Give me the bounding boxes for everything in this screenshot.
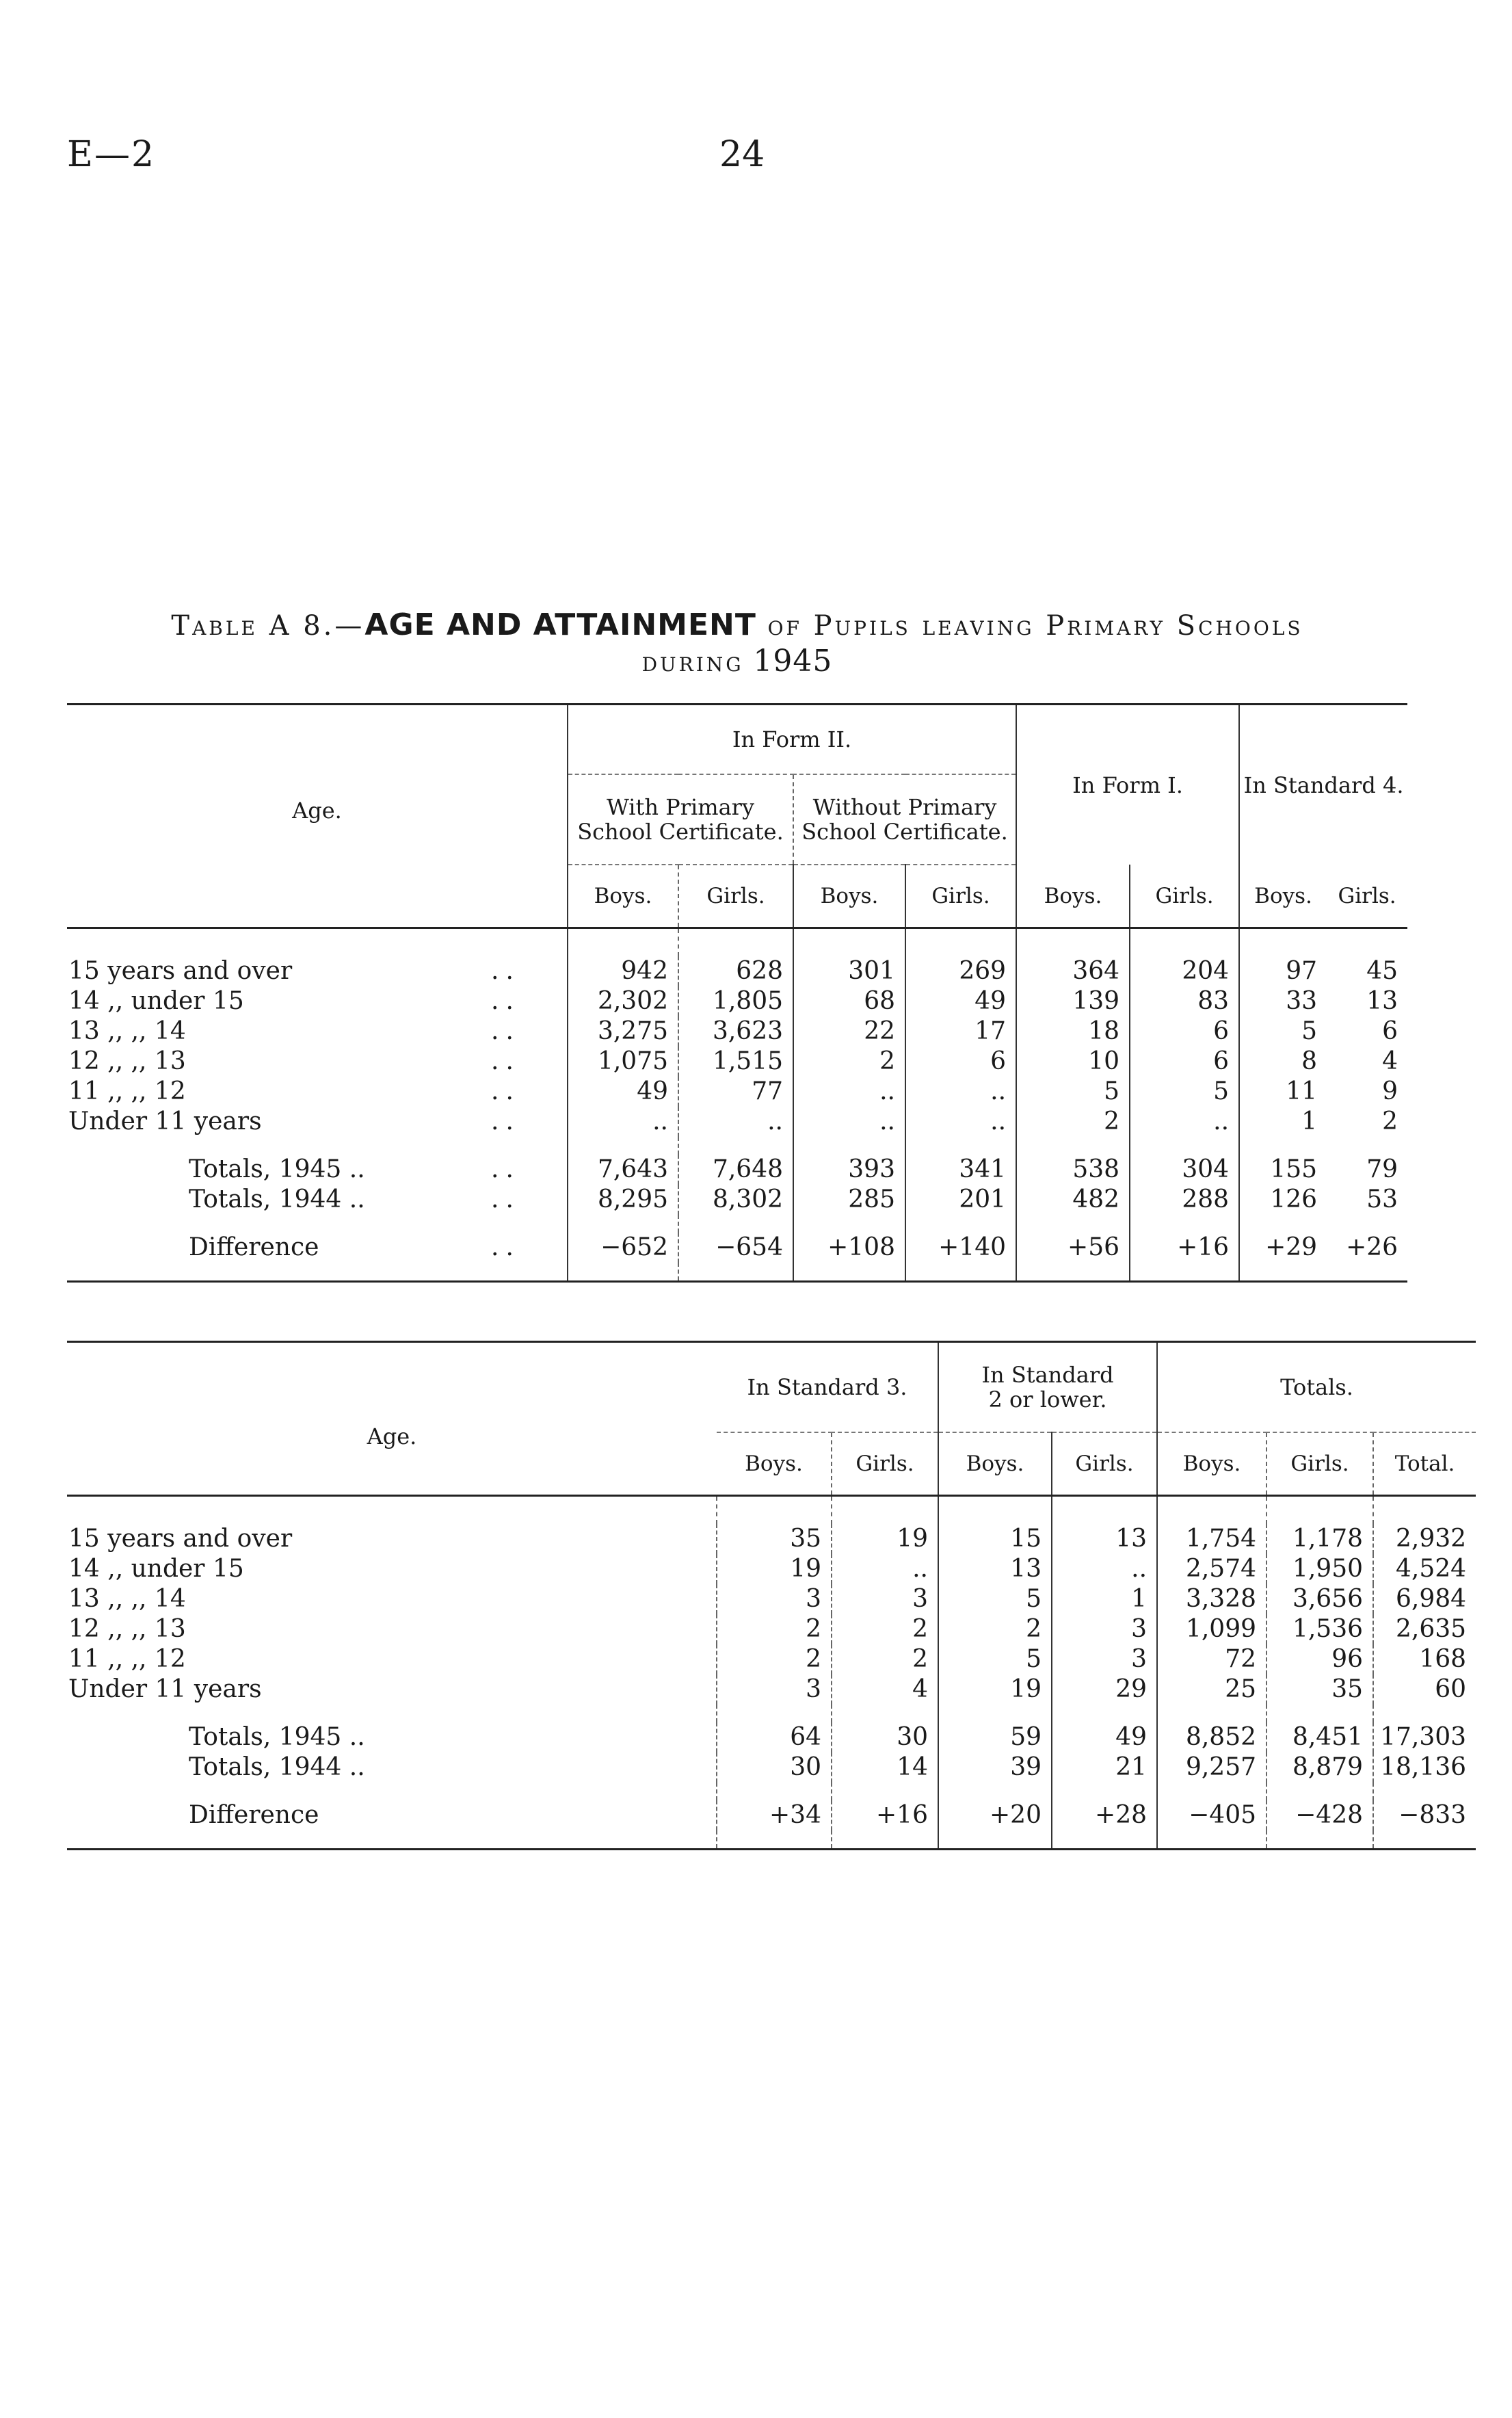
table-row <box>67 1047 1407 1077</box>
table-cell: .. <box>793 1107 905 1137</box>
table-cell: +16 <box>832 1800 938 1830</box>
table-row <box>67 1077 1407 1107</box>
table-cell: −652 <box>568 1233 678 1263</box>
row-label: Totals, 1944 .. <box>189 1753 365 1781</box>
table1-header-row-1 <box>67 705 1407 775</box>
table1-totals <box>67 1155 1407 1215</box>
row-label: 11 ,, ,, 12 <box>68 1645 186 1673</box>
sub-girls: Girls. <box>678 865 793 928</box>
sub-boys: Boys. <box>1157 1432 1266 1496</box>
table-cell: 68 <box>793 986 905 1016</box>
table-cell: 5 <box>1239 1016 1327 1047</box>
table-cell: −405 <box>1157 1800 1266 1830</box>
row-label: Under 11 years <box>68 1675 262 1703</box>
table-cell: 30 <box>832 1722 938 1752</box>
table-row <box>67 986 1407 1016</box>
leader-dots <box>628 1800 717 1830</box>
sub-girls: Girls. <box>1266 1432 1373 1496</box>
table-cell: +16 <box>1130 1233 1239 1263</box>
row-label: 11 ,, ,, 12 <box>68 1077 186 1105</box>
table-cell: 269 <box>905 956 1016 986</box>
table-cell: −833 <box>1373 1800 1476 1830</box>
table-cell: 30 <box>717 1752 832 1783</box>
table-cell: 21 <box>1052 1752 1157 1783</box>
table-cell: 8,852 <box>1157 1722 1266 1752</box>
table-cell: 13 <box>938 1554 1052 1584</box>
row-label: 13 ,, ,, 14 <box>68 1017 186 1045</box>
table-cell: 2 <box>832 1644 938 1674</box>
leader-dots <box>628 1554 717 1584</box>
table-cell: 3,623 <box>678 1016 793 1047</box>
table2-header-row-1 <box>67 1342 1476 1433</box>
table-cell: 18,136 <box>1373 1752 1476 1783</box>
leader-dots: .. <box>491 1185 520 1213</box>
table-cell: 1 <box>1052 1584 1157 1614</box>
table-cell: 1,075 <box>568 1047 678 1077</box>
row-label: 14 ,, under 15 <box>68 987 244 1015</box>
table-cell: 53 <box>1366 1185 1398 1213</box>
table-cell: .. <box>905 1077 1016 1107</box>
table-cell: 49 <box>905 986 1016 1016</box>
table-cell: +29 <box>1239 1233 1327 1263</box>
table-cell: 3 <box>832 1584 938 1614</box>
table-cell: 17 <box>905 1016 1016 1047</box>
table-cell: 79 <box>1366 1155 1398 1183</box>
table-cell: 301 <box>793 956 905 986</box>
leader-dots <box>628 1722 717 1752</box>
table-cell: 364 <box>1016 956 1130 986</box>
table-cell: 2,302 <box>568 986 678 1016</box>
table-cell: 45 <box>1366 957 1398 985</box>
table-cell: 3,656 <box>1266 1584 1373 1614</box>
table-cell: 2,932 <box>1373 1524 1476 1554</box>
table-cell: 6,984 <box>1373 1584 1476 1614</box>
table-cell: 59 <box>938 1722 1052 1752</box>
table-cell: 2 <box>793 1047 905 1077</box>
table-cell: 83 <box>1130 986 1239 1016</box>
table-cell: 35 <box>1266 1674 1373 1705</box>
page-number: 24 <box>719 134 765 175</box>
leader-dots: .. <box>491 1017 520 1045</box>
table-cell: +20 <box>938 1800 1052 1830</box>
table-cell: 35 <box>717 1524 832 1554</box>
table-cell: .. <box>832 1554 938 1584</box>
totals-row <box>67 1722 1476 1752</box>
sub-girls: Girls. <box>1327 865 1407 928</box>
table-cell: 1,099 <box>1157 1614 1266 1644</box>
sub-boys: Boys. <box>568 865 678 928</box>
table-cell: 393 <box>793 1155 905 1185</box>
row-label: 15 years and over <box>68 1525 293 1553</box>
leader-dots: .. <box>491 1107 520 1135</box>
table-cell: 1,515 <box>678 1047 793 1077</box>
row-label: Difference <box>189 1233 319 1261</box>
table-cell: 8,295 <box>568 1185 678 1215</box>
header-age: Age. <box>367 1423 417 1449</box>
sub-boys: Boys. <box>793 865 905 928</box>
table2-difference <box>67 1800 1476 1830</box>
table-cell: 72 <box>1157 1644 1266 1674</box>
table-cell: .. <box>1130 1107 1239 1137</box>
totals-row <box>67 1752 1476 1783</box>
table-row <box>67 1107 1407 1137</box>
table-cell: 2 <box>938 1614 1052 1644</box>
table-cell: 3,328 <box>1157 1584 1266 1614</box>
table-standard3-totals <box>67 1341 1476 1850</box>
totals-row <box>67 1155 1407 1185</box>
table-cell: 1,950 <box>1266 1554 1373 1584</box>
table-cell: 4,524 <box>1373 1554 1476 1584</box>
table1-subheader-row <box>67 865 1407 928</box>
row-label: 15 years and over <box>68 957 293 985</box>
table2-totals <box>67 1722 1476 1783</box>
table-row <box>67 1614 1476 1644</box>
table-cell: 15 <box>938 1524 1052 1554</box>
row-label: Totals, 1944 .. <box>189 1185 365 1213</box>
leader-dots <box>628 1752 717 1783</box>
row-label: Totals, 1945 .. <box>189 1155 365 1183</box>
table-cell: 1,754 <box>1157 1524 1266 1554</box>
table-cell: 2 <box>717 1614 832 1644</box>
leader-dots: .. <box>491 1047 520 1075</box>
table-cell: 29 <box>1052 1674 1157 1705</box>
leader-dots: .. <box>491 1233 520 1261</box>
table-cell: 19 <box>832 1524 938 1554</box>
leader-dots <box>628 1524 717 1554</box>
totals-row <box>67 1185 1407 1215</box>
table-cell: 33 <box>1239 986 1327 1016</box>
table-cell: 9,257 <box>1157 1752 1266 1783</box>
table-cell: 18 <box>1016 1016 1130 1047</box>
leader-dots: .. <box>491 1077 520 1105</box>
header-with-certificate: With Primary School Certificate. <box>568 774 793 865</box>
leader-dots: .. <box>491 987 520 1015</box>
table-cell: 25 <box>1157 1674 1266 1705</box>
table-cell: 9 <box>1382 1077 1398 1105</box>
table-row <box>67 1584 1476 1614</box>
table-cell: 39 <box>938 1752 1052 1783</box>
leader-dots <box>628 1674 717 1705</box>
header-in-standard-3: In Standard 3. <box>717 1342 938 1433</box>
table-cell: .. <box>905 1107 1016 1137</box>
table1-body <box>67 956 1407 1137</box>
table-cell: 13 <box>1052 1524 1157 1554</box>
header-in-standard-2: In Standard 2 or lower. <box>938 1342 1157 1433</box>
title-line-2 <box>67 644 1407 680</box>
table-cell: 6 <box>1130 1016 1239 1047</box>
table-cell: 5 <box>1016 1077 1130 1107</box>
table-cell: 942 <box>568 956 678 986</box>
table-cell: .. <box>1052 1554 1157 1584</box>
table-row <box>67 1674 1476 1705</box>
title-rest: of Pupils leaving Primary Schools <box>756 610 1303 642</box>
sub-girls: Girls. <box>1130 865 1239 928</box>
sub-total: Total. <box>1373 1432 1476 1496</box>
table-cell: 2,574 <box>1157 1554 1266 1584</box>
table-cell: 1,536 <box>1266 1614 1373 1644</box>
header-in-form-2: In Form II. <box>568 705 1016 775</box>
table2-subheader-row <box>67 1432 1476 1496</box>
sub-girls: Girls. <box>905 865 1016 928</box>
table-cell: 204 <box>1130 956 1239 986</box>
table-cell: 3,275 <box>568 1016 678 1047</box>
table-cell: 49 <box>568 1077 678 1107</box>
table-cell: 341 <box>905 1155 1016 1185</box>
table-cell: 6 <box>1382 1017 1398 1045</box>
table-cell: 8,879 <box>1266 1752 1373 1783</box>
table-cell: 49 <box>1052 1722 1157 1752</box>
row-label: 12 ,, ,, 13 <box>68 1047 186 1075</box>
row-label: Difference <box>189 1801 319 1829</box>
table-row <box>67 1524 1476 1554</box>
table-cell: 4 <box>832 1674 938 1705</box>
table-cell: 64 <box>717 1722 832 1752</box>
table-cell: 11 <box>1239 1077 1327 1107</box>
leader-dots <box>628 1614 717 1644</box>
table-cell: 168 <box>1373 1644 1476 1674</box>
table-cell: +56 <box>1016 1233 1130 1263</box>
table-cell: 6 <box>1130 1047 1239 1077</box>
table-row <box>67 1644 1476 1674</box>
table-cell: 201 <box>905 1185 1016 1215</box>
row-label: 13 ,, ,, 14 <box>68 1585 186 1613</box>
header-without-certificate: Without Primary School Certificate. <box>793 774 1016 865</box>
table-cell: 139 <box>1016 986 1130 1016</box>
table-cell: 8,302 <box>678 1185 793 1215</box>
title-bold: AGE AND ATTAINMENT <box>364 607 756 642</box>
table-row <box>67 1554 1476 1584</box>
sub-boys: Boys. <box>1016 865 1130 928</box>
table-cell: +26 <box>1346 1233 1398 1261</box>
table-cell: 155 <box>1239 1155 1327 1185</box>
table-cell: 5 <box>938 1644 1052 1674</box>
row-label: 12 ,, ,, 13 <box>68 1615 186 1643</box>
table-cell: 5 <box>1130 1077 1239 1107</box>
table-cell: +108 <box>793 1233 905 1263</box>
table-cell: 482 <box>1016 1185 1130 1215</box>
table-cell: 2 <box>1016 1107 1130 1137</box>
table-cell: 17,303 <box>1373 1722 1476 1752</box>
table-cell: 13 <box>1366 987 1398 1015</box>
table-cell: 304 <box>1130 1155 1239 1185</box>
sub-boys: Boys. <box>938 1432 1052 1496</box>
table-cell: −428 <box>1266 1800 1373 1830</box>
table-cell: +140 <box>905 1233 1016 1263</box>
table-cell: 285 <box>793 1185 905 1215</box>
sub-boys: Boys. <box>717 1432 832 1496</box>
table-cell: 10 <box>1016 1047 1130 1077</box>
table-cell: .. <box>568 1107 678 1137</box>
table-cell: −654 <box>678 1233 793 1263</box>
table-cell: 22 <box>793 1016 905 1047</box>
table-cell: 19 <box>717 1554 832 1584</box>
table-form-standard4 <box>67 703 1407 1283</box>
table-cell: 2,635 <box>1373 1614 1476 1644</box>
header-in-standard-4: In Standard 4. <box>1239 705 1407 865</box>
table-cell: 14 <box>832 1752 938 1783</box>
header-age: Age. <box>292 797 342 824</box>
difference-row <box>67 1233 1407 1263</box>
header-in-form-1: In Form I. <box>1016 705 1239 865</box>
table-cell: 628 <box>678 956 793 986</box>
page-reference: E—2 <box>67 134 156 175</box>
table-cell: 6 <box>905 1047 1016 1077</box>
table1-difference <box>67 1233 1407 1263</box>
row-label: 14 ,, under 15 <box>68 1555 244 1583</box>
difference-row <box>67 1800 1476 1830</box>
table-cell: .. <box>678 1107 793 1137</box>
sub-girls: Girls. <box>1052 1432 1157 1496</box>
table-cell: 97 <box>1239 956 1327 986</box>
table-cell: 60 <box>1373 1674 1476 1705</box>
title-year: 1945 <box>753 644 833 679</box>
leader-dots: .. <box>491 957 520 985</box>
table-cell: 2 <box>1382 1107 1398 1135</box>
table2-body <box>67 1524 1476 1705</box>
table-cell: 19 <box>938 1674 1052 1705</box>
table-cell: 126 <box>1239 1185 1327 1215</box>
leader-dots <box>628 1644 717 1674</box>
table-cell: 538 <box>1016 1155 1130 1185</box>
table-cell: 1,805 <box>678 986 793 1016</box>
table-row <box>67 956 1407 986</box>
table-cell: 7,648 <box>678 1155 793 1185</box>
table-cell: 3 <box>1052 1614 1157 1644</box>
sub-boys: Boys. <box>1239 865 1327 928</box>
table-cell: 96 <box>1266 1644 1373 1674</box>
table-cell: 77 <box>678 1077 793 1107</box>
table-cell: 2 <box>717 1644 832 1674</box>
table-cell: 2 <box>832 1614 938 1644</box>
row-label: Totals, 1945 .. <box>189 1723 365 1751</box>
table-cell: 3 <box>717 1584 832 1614</box>
title-line-1 <box>67 607 1407 644</box>
table-cell: 8,451 <box>1266 1722 1373 1752</box>
title-during: during <box>641 646 744 678</box>
table-cell: 4 <box>1382 1047 1398 1075</box>
table-cell: 5 <box>938 1584 1052 1614</box>
table-cell: .. <box>793 1077 905 1107</box>
table-cell: 1,178 <box>1266 1524 1373 1554</box>
table-cell: 7,643 <box>568 1155 678 1185</box>
table-cell: 3 <box>717 1674 832 1705</box>
leader-dots: .. <box>491 1155 520 1183</box>
table-title <box>67 607 1407 680</box>
leader-dots <box>628 1584 717 1614</box>
table-cell: +34 <box>717 1800 832 1830</box>
table-cell: 1 <box>1239 1107 1327 1137</box>
table-row <box>67 1016 1407 1047</box>
table-cell: +28 <box>1052 1800 1157 1830</box>
sub-girls: Girls. <box>832 1432 938 1496</box>
title-prefix: Table A 8.— <box>171 610 365 642</box>
row-label: Under 11 years <box>68 1107 262 1135</box>
table-cell: 288 <box>1130 1185 1239 1215</box>
table-cell: 3 <box>1052 1644 1157 1674</box>
table-cell: 8 <box>1239 1047 1327 1077</box>
header-totals: Totals. <box>1157 1342 1476 1433</box>
